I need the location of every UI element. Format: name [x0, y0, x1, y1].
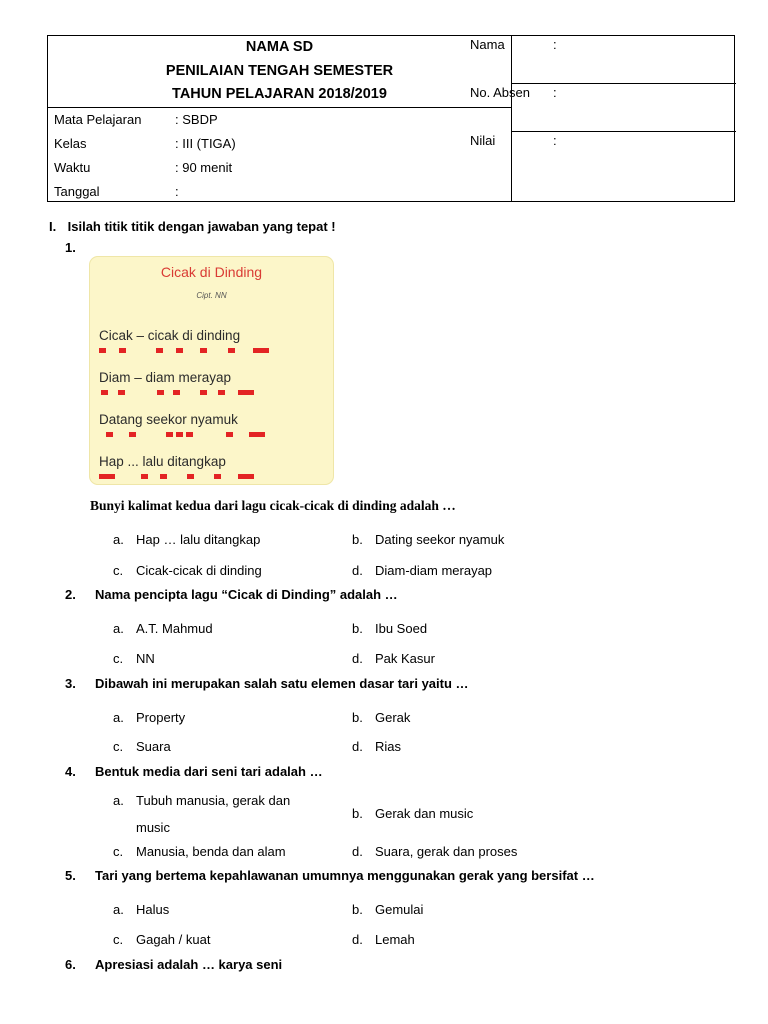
field-label: Nilai: [470, 133, 496, 148]
option-text: Gerak: [375, 710, 411, 725]
info-value: : 90 menit: [175, 160, 233, 175]
option-text: Dating seekor nyamuk: [375, 532, 505, 547]
section-instruction: Isilah titik titik dengan jawaban yang tepat !: [67, 219, 336, 234]
question-number: 6.: [65, 957, 76, 972]
rhythm-mark: [156, 348, 163, 353]
song-line: Datang seekor nyamuk: [99, 412, 238, 427]
option-text: Suara: [136, 739, 171, 754]
song-line: Hap ... lalu ditangkap: [99, 454, 226, 469]
question-text: Bentuk media dari seni tari adalah …: [95, 764, 323, 779]
answer-option[interactable]: [113, 793, 290, 835]
rhythm-mark: [160, 474, 167, 479]
answer-option[interactable]: [352, 651, 435, 666]
answer-option[interactable]: [113, 844, 286, 859]
answer-option[interactable]: [352, 739, 401, 754]
option-letter: d.: [352, 651, 363, 666]
answer-option[interactable]: [352, 563, 492, 578]
rhythm-mark: [173, 390, 180, 395]
option-text: Hap … lalu ditangkap: [136, 532, 261, 547]
question-number: 2.: [65, 587, 76, 602]
option-text: Gagah / kuat: [136, 932, 211, 947]
rhythm-mark: [226, 432, 233, 437]
option-letter: d.: [352, 932, 363, 947]
rhythm-mark: [106, 432, 113, 437]
rhythm-mark: [218, 390, 225, 395]
option-text: Cicak-cicak di dinding: [136, 563, 262, 578]
rhythm-mark: [141, 474, 148, 479]
option-letter: b.: [352, 710, 363, 725]
option-letter: d.: [352, 844, 363, 859]
rhythm-mark: [166, 432, 173, 437]
rhythm-mark: [99, 474, 115, 479]
option-text: Halus: [136, 902, 170, 917]
option-letter: d.: [352, 563, 363, 578]
rhythm-mark: [238, 390, 254, 395]
rhythm-mark: [119, 348, 126, 353]
option-text: Gemulai: [375, 902, 424, 917]
field-value: :: [553, 133, 557, 148]
question-text: Dibawah ini merupakan salah satu elemen dasar tari yaitu …: [95, 676, 469, 691]
question-text: Nama pencipta lagu “Cicak di Dinding” adalah …: [95, 587, 398, 602]
option-text: Pak Kasur: [375, 651, 435, 666]
option-letter: a.: [113, 621, 124, 636]
option-letter: c.: [113, 739, 124, 754]
option-text: Suara, gerak dan proses: [375, 844, 518, 859]
answer-option[interactable]: [352, 621, 427, 636]
option-text: A.T. Mahmud: [136, 621, 213, 636]
table-divider: [511, 131, 736, 132]
rhythm-mark: [101, 390, 108, 395]
answer-option[interactable]: [113, 902, 169, 917]
song-line: Cicak – cicak di dinding: [99, 328, 241, 343]
answer-option[interactable]: [352, 932, 415, 947]
option-text-continued: music: [136, 820, 170, 835]
answer-option[interactable]: [113, 651, 155, 666]
academic-year: TAHUN PELAJARAN 2018/2019: [172, 86, 387, 102]
option-letter: c.: [113, 651, 124, 666]
question-text: Apresiasi adalah … karya seni: [95, 957, 283, 972]
info-row-time: [54, 156, 504, 180]
answer-option[interactable]: [113, 739, 171, 754]
option-letter: c.: [113, 844, 124, 859]
song-author: Cipt. NN: [196, 291, 227, 300]
option-text: Diam-diam merayap: [375, 563, 493, 578]
option-letter: b.: [352, 621, 363, 636]
info-label: Tanggal: [54, 184, 100, 199]
score-field[interactable]: [470, 133, 557, 148]
option-letter: b.: [352, 902, 363, 917]
rhythm-mark: [187, 474, 194, 479]
section-number: I.: [49, 219, 57, 234]
answer-option[interactable]: [113, 563, 262, 578]
school-name: NAMA SD: [245, 39, 314, 55]
answer-option[interactable]: [113, 621, 213, 636]
option-text: Property: [136, 710, 186, 725]
info-value: :: [175, 184, 179, 199]
info-row-date: [54, 180, 504, 204]
song-title: Cicak di Dinding: [160, 264, 263, 280]
exam-title: PENILAIAN TENGAH SEMESTER: [165, 62, 394, 79]
option-text: Rias: [375, 739, 402, 754]
exam-info: [54, 108, 504, 204]
info-value: : III (TIGA): [175, 136, 236, 151]
option-letter: b.: [352, 532, 363, 547]
field-label: Nama: [470, 37, 505, 52]
rhythm-mark: [200, 348, 207, 353]
answer-option[interactable]: [113, 932, 210, 947]
option-letter: c.: [113, 563, 124, 578]
info-row-subject: [54, 108, 504, 132]
answer-option[interactable]: [352, 806, 473, 821]
info-label: Kelas: [54, 136, 87, 151]
header-table: [47, 35, 735, 202]
option-text: Ibu Soed: [375, 621, 428, 636]
song-lyrics-image: [89, 256, 334, 485]
option-text: Tubuh manusia, gerak dan: [136, 793, 291, 808]
rhythm-mark: [253, 348, 269, 353]
option-text: Gerak dan music: [375, 806, 474, 821]
question-text: Tari yang bertema kepahlawanan umumnya menggunakan gerak yang bersifat …: [95, 868, 595, 883]
option-text: NN: [136, 651, 155, 666]
option-letter: d.: [352, 739, 363, 754]
student-number-field[interactable]: [470, 85, 557, 100]
question-number: 4.: [65, 764, 76, 779]
option-letter: c.: [113, 932, 124, 947]
rhythm-mark: [118, 390, 125, 395]
question-number: 5.: [65, 868, 76, 883]
question-number: 3.: [65, 676, 76, 691]
answer-option[interactable]: [352, 532, 504, 547]
info-row-class: [54, 132, 504, 156]
rhythm-mark: [129, 432, 136, 437]
info-value: : SBDP: [175, 112, 218, 127]
rhythm-mark: [238, 474, 254, 479]
question-text: Bunyi kalimat kedua dari lagu cicak-cicak di dinding adalah …: [90, 498, 456, 513]
rhythm-mark: [228, 348, 235, 353]
info-label: Waktu: [54, 160, 91, 175]
field-label: No. Absen: [470, 85, 530, 100]
option-text: Manusia, benda dan alam: [136, 844, 286, 859]
option-text: Lemah: [375, 932, 415, 947]
answer-option[interactable]: [352, 710, 410, 725]
question-number: 1.: [65, 240, 76, 255]
rhythm-mark: [99, 348, 106, 353]
option-letter: b.: [352, 806, 363, 821]
answer-option[interactable]: [352, 844, 517, 859]
student-name-field[interactable]: [470, 37, 557, 52]
rhythm-mark: [176, 432, 183, 437]
section-heading: [49, 219, 336, 234]
table-divider: [511, 83, 736, 84]
answer-option[interactable]: [352, 902, 423, 917]
rhythm-mark: [200, 390, 207, 395]
field-value: :: [553, 37, 557, 52]
option-letter: a.: [113, 532, 124, 547]
rhythm-mark: [176, 348, 183, 353]
rhythm-mark: [186, 432, 193, 437]
table-divider: [511, 36, 512, 201]
option-letter: a.: [113, 793, 124, 808]
rhythm-mark: [157, 390, 164, 395]
info-label: Mata Pelajaran: [54, 112, 142, 127]
rhythm-mark: [214, 474, 221, 479]
answer-option[interactable]: [113, 710, 185, 725]
option-letter: a.: [113, 710, 124, 725]
answer-option[interactable]: [113, 532, 260, 547]
field-value: :: [553, 85, 557, 100]
rhythm-mark: [249, 432, 265, 437]
header-titles: [48, 36, 511, 107]
song-line: Diam – diam merayap: [99, 370, 232, 385]
option-letter: a.: [113, 902, 124, 917]
